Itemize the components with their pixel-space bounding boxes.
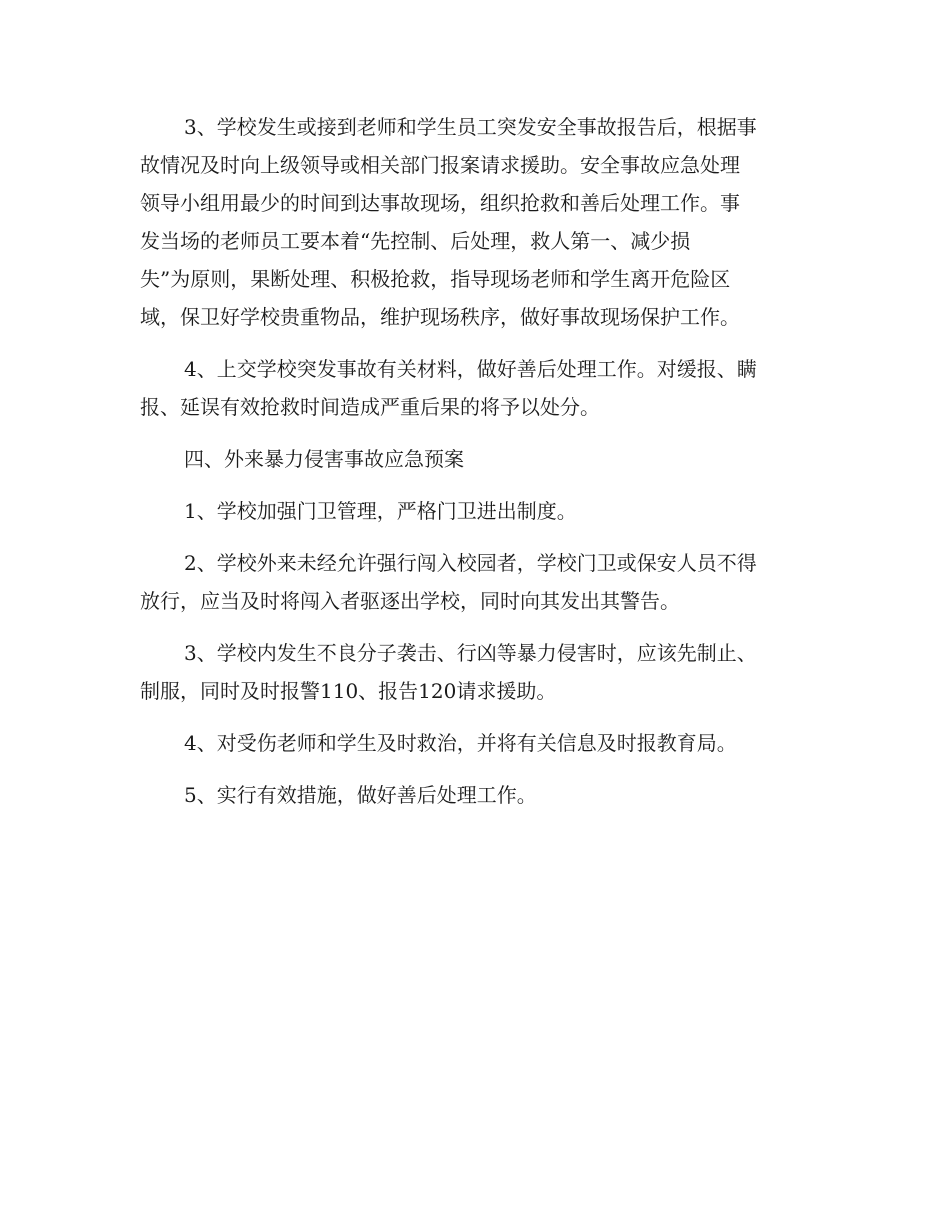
text-line: 域，保卫好学校贵重物品，维护现场秩序，做好事故现场保护工作。: [140, 305, 740, 329]
text-line: 报、延误有效抢救时间造成严重后果的将予以处分。: [140, 395, 600, 419]
section-heading-violence-plan: [140, 440, 810, 478]
text-line: 发当场的老师员工要本着“先控制、后处理，救人第一、减少损: [140, 229, 691, 253]
text-line: 4、对受伤老师和学生及时救治，并将有关信息及时报教育局。: [184, 731, 737, 755]
paragraph-accident-report: [140, 108, 810, 336]
text-line: 1、学校加强门卫管理，严格门卫进出制度。: [184, 499, 577, 523]
text-line: 2、学校外来未经允许强行闯入校园者，学校门卫或保安人员不得: [184, 551, 757, 575]
paragraph-violent-attack: [140, 634, 810, 710]
paragraph-treat-injured: [140, 724, 810, 762]
text-line: 故情况及时向上级领导或相关部门报案请求援助。安全事故应急处理: [140, 153, 740, 177]
document-body: [140, 108, 810, 814]
paragraph-aftermath: [140, 776, 810, 814]
text-line: 5、实行有效措施，做好善后处理工作。: [184, 783, 537, 807]
text-line: 放行，应当及时将闯入者驱逐出学校，同时向其发出其警告。: [140, 589, 680, 613]
text-line: 制服，同时及时报警110、报告120请求援助。: [140, 679, 557, 703]
section-heading: 四、外来暴力侵害事故应急预案: [184, 447, 464, 471]
paragraph-intruders: [140, 544, 810, 620]
paragraph-submit-materials: [140, 350, 810, 426]
text-line: 3、学校发生或接到老师和学生员工突发安全事故报告后，根据事: [184, 115, 757, 139]
text-line: 4、上交学校突发事故有关材料，做好善后处理工作。对缓报、瞒: [184, 357, 757, 381]
text-line: 领导小组用最少的时间到达事故现场，组织抢救和善后处理工作。事: [140, 191, 740, 215]
text-line: 3、学校内发生不良分子袭击、行凶等暴力侵害时，应该先制止、: [184, 641, 757, 665]
text-line: 失”为原则，果断处理、积极抢救，指导现场老师和学生离开危险区: [140, 267, 731, 291]
paragraph-gate-management: [140, 492, 810, 530]
